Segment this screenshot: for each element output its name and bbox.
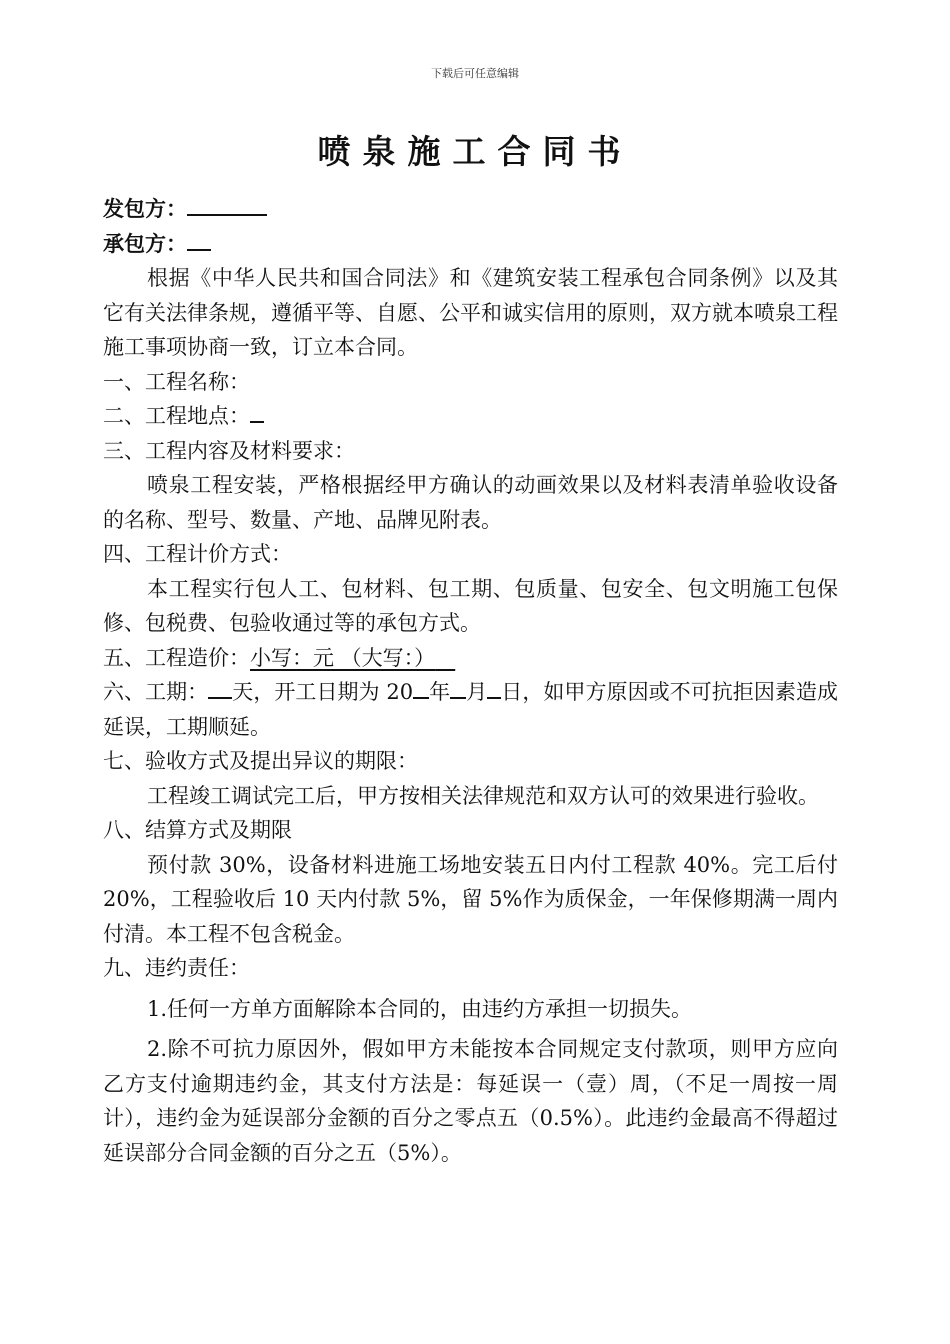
section-6-year-label: 年 [429, 680, 451, 704]
section-2-heading: 二、工程地点： [103, 404, 250, 428]
party-a-line [103, 192, 838, 227]
contract-price-trailing-blank [435, 646, 455, 670]
section-3-body: 喷泉工程安装，严格根据经甲方确认的动画效果以及材料表清单验收设备的名称、型号、数量、产地、品牌见附表。 [103, 473, 838, 532]
header-note: 下载后可任意编辑 [431, 67, 519, 80]
contract-price-value: 小写：元 （大写：） [250, 645, 436, 670]
section-4-heading: 四、工程计价方式： [103, 542, 292, 566]
section-6-paragraph [103, 675, 838, 744]
section-6-heading: 六、工期： [103, 680, 209, 704]
start-day-blank [487, 675, 501, 699]
section-1-heading: 一、工程名称： [103, 369, 250, 394]
section-9-heading: 九、违约责任： [103, 956, 250, 980]
section-7-heading: 七、验收方式及提出异议的期限： [103, 749, 418, 773]
section-6-text-a: 天，开工日期为 20 [232, 680, 414, 704]
section-6-text-b: 日，如甲方原因或不可抗拒因素造成延误，工期顺延。 [103, 680, 838, 739]
section-7-body: 工程竣工调试完工后，甲方按相关法律规范和双方认可的效果进行验收。 [147, 783, 819, 808]
start-month-blank [450, 675, 466, 699]
section-9-item-1: 1.任何一方单方面解除本合同的，由违约方承担一切损失。 [147, 996, 693, 1021]
section-3-heading: 三、工程内容及材料要求： [103, 438, 355, 463]
section-6-month-label: 月 [466, 680, 488, 704]
section-2-line [103, 399, 838, 434]
party-b-label: 承包方： [103, 231, 187, 256]
party-a-label: 发包方： [103, 197, 187, 221]
section-5-line [103, 641, 838, 676]
start-year-blank [413, 675, 429, 699]
party-b-blank [187, 227, 211, 251]
section-8-body: 预付款 30%，设备材料进施工场地安装五日内付工程款 40%。完工后付 20%，工程验收后 10 天内付款 5%，留 5%作为质保金，一年保修期满一周内付清。本工程不包含税金。 [103, 852, 838, 946]
document-body [103, 192, 838, 1170]
document-title: 喷泉施工合同书 [317, 132, 633, 171]
section-4-body: 本工程实行包人工、包材料、包工期、包质量、包安全、包文明施工包保修、包税费、包验收通过等的承包方式。 [103, 576, 838, 635]
duration-days-blank [208, 675, 232, 699]
party-b-line [103, 227, 838, 262]
section-8-heading: 八、结算方式及期限 [103, 818, 292, 842]
intro-paragraph: 根据《中华人民共和国合同法》和《建筑安装工程承包合同条例》以及其它有关法律条规，遵循平等、自愿、公平和诚实信用的原则，双方就本喷泉工程施工事项协商一致，订立本合同。 [103, 266, 838, 359]
party-a-blank [187, 192, 267, 216]
location-blank [250, 399, 264, 423]
section-5-heading: 五、工程造价： [103, 645, 250, 670]
section-9-item-2: 2.除不可抗力原因外，假如甲方未能按本合同规定支付款项，则甲方应向乙方支付逾期违约金，其支付方法是：每延误一（壹）周，（不足一周按一周计），违约金为延误部分金额的百分之零点五（0.5%）。此违约金最高不得超过延误部分合同金额的百分之五（5%）。 [103, 1037, 838, 1165]
